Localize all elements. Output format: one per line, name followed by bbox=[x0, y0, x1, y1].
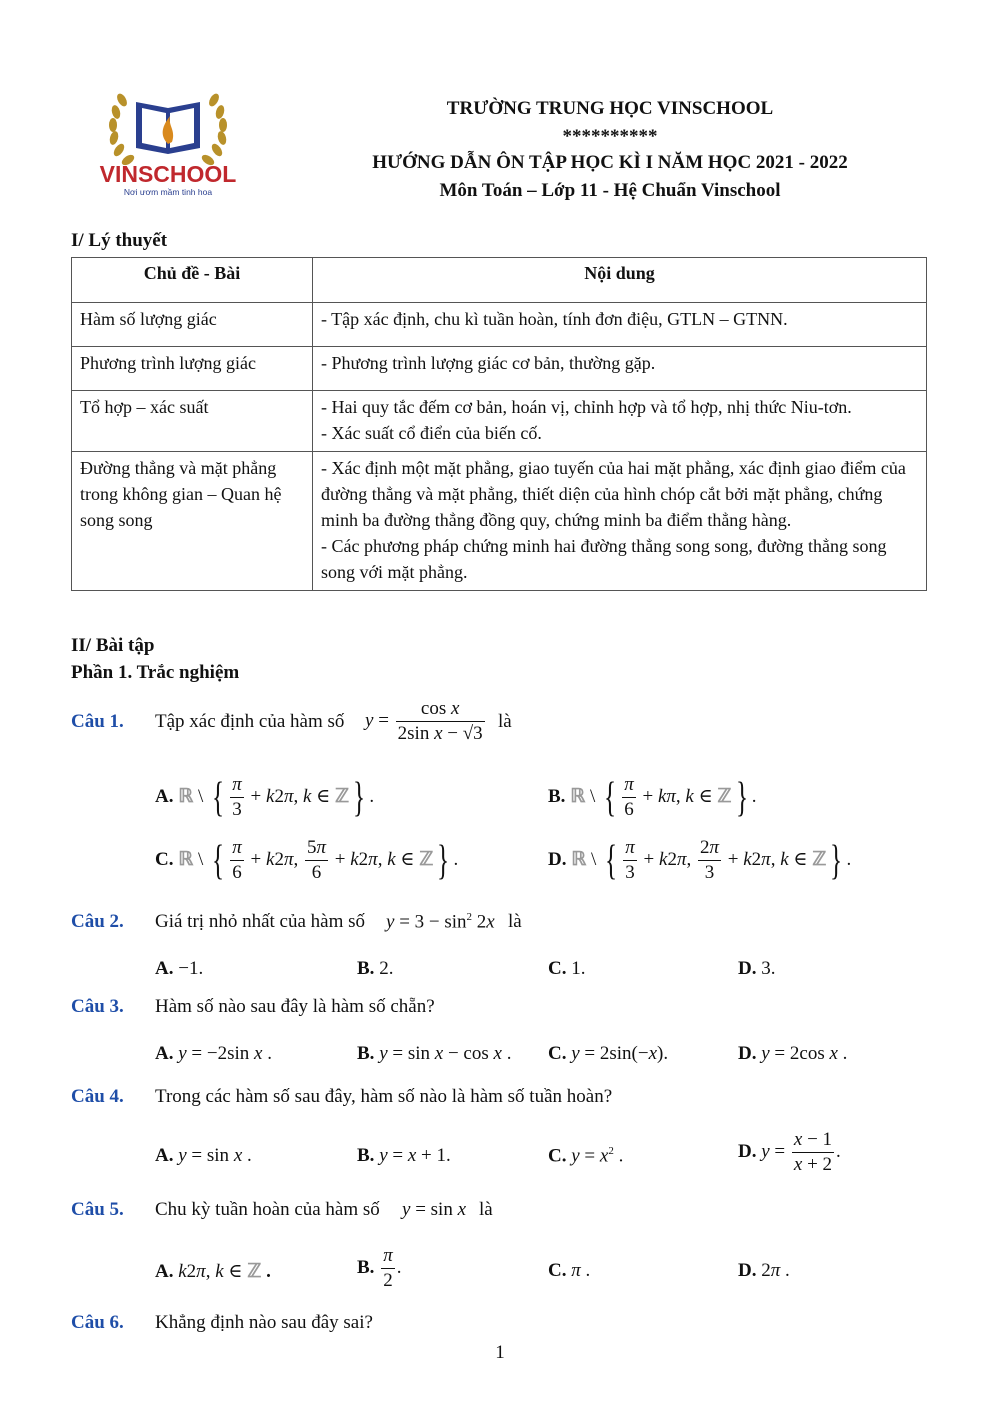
content-line: - Phương trình lượng giác cơ bản, thường gặp. bbox=[321, 353, 656, 373]
svg-text:Nơi ươm mầm tinh hoa: Nơi ươm mầm tinh hoa bbox=[123, 187, 213, 197]
option-a[interactable]: A. −1. bbox=[155, 958, 204, 979]
option-c[interactable]: C. ℝ \ { $\frac{\pi}{6}$ + k2π, $\frac{5\pi}{6}$ + k2π, k ∈ ℤ} . bbox=[155, 837, 459, 884]
option-c[interactable]: C. π . bbox=[548, 1260, 591, 1281]
question-number: Câu 1. bbox=[71, 711, 124, 732]
content-line: - Các phương pháp chứng minh hai đường thẳng song song, đường thẳng song song với mặt phẳng. bbox=[321, 536, 887, 582]
question-number: Câu 2. bbox=[71, 911, 124, 932]
option-c[interactable]: C. 1. bbox=[548, 958, 586, 979]
svg-text:VINSCHOOL: VINSCHOOL bbox=[99, 161, 237, 187]
option-b[interactable]: B. y = x + 1. bbox=[357, 1145, 451, 1166]
option-d[interactable]: D. 2π . bbox=[738, 1260, 790, 1281]
option-d[interactable]: D. y = 2cos x . bbox=[738, 1043, 848, 1064]
question-text: Hàm số nào sau đây là hàm số chẵn? bbox=[155, 996, 435, 1017]
option-a[interactable]: A. ℝ \ { $\frac{\pi}{3}$ + k2π, k ∈ ℤ} . bbox=[155, 774, 375, 821]
col-content-header: Nội dung bbox=[313, 258, 927, 303]
table-row bbox=[72, 391, 927, 452]
question-number: Câu 5. bbox=[71, 1199, 124, 1220]
option-c[interactable]: C. $y = x^2$ . bbox=[548, 1145, 624, 1167]
table-row bbox=[72, 452, 927, 591]
table-row bbox=[72, 303, 927, 347]
option-a[interactable]: A. y = sin x . bbox=[155, 1145, 252, 1166]
table-row bbox=[72, 347, 927, 391]
section-exercises-heading: II/ Bài tập bbox=[71, 635, 155, 656]
question-tail: là bbox=[498, 711, 512, 732]
topic-cell: Hàm số lượng giác bbox=[72, 303, 313, 347]
question-text: Trong các hàm số sau đây, hàm số nào là hàm số tuần hoàn? bbox=[155, 1086, 613, 1107]
content-cell bbox=[313, 452, 927, 591]
question-number: Câu 3. bbox=[71, 996, 124, 1017]
option-b[interactable]: B. ℝ \ { $\frac{\pi}{6}$ + kπ, k ∈ ℤ} . bbox=[548, 774, 757, 821]
question-text: Khẳng định nào sau đây sai? bbox=[155, 1312, 373, 1333]
option-c[interactable]: C. y = 2sin(−x). bbox=[548, 1043, 669, 1064]
theory-table bbox=[71, 257, 927, 591]
col-topic-header: Chủ đề - Bài bbox=[72, 258, 313, 303]
content-line: - Tập xác định, chu kì tuần hoàn, tính đơn điệu, GTLN – GTNN. bbox=[321, 309, 788, 329]
section-theory-heading: I/ Lý thuyết bbox=[71, 230, 168, 251]
content-line: - Xác định một mặt phẳng, giao tuyến của hai mặt phẳng, xác định giao điểm của đường thẳng và mặt phẳng, thiết diện của hình chóp cắt bởi mặt phẳng, chứng minh ba đường thẳng đồng quy, chứng minh ba điểm thẳng hàng. bbox=[321, 458, 906, 530]
option-d[interactable]: D. 3. bbox=[738, 958, 776, 979]
option-d[interactable]: D. y = $\frac{x - 1}{x + 2}$ . bbox=[738, 1129, 841, 1175]
question-text: Giá trị nhỏ nhất của hàm số bbox=[155, 911, 366, 932]
question-tail: là bbox=[479, 1199, 493, 1220]
formula-q5: y = sin x bbox=[402, 1199, 467, 1220]
content-cell bbox=[313, 347, 927, 391]
school-name: TRƯỜNG TRUNG HỌC VINSCHOOL bbox=[446, 98, 774, 119]
topic-cell: Phương trình lượng giác bbox=[72, 347, 313, 391]
vinschool-logo bbox=[92, 82, 244, 200]
question-text: Tập xác định của hàm số bbox=[155, 711, 345, 732]
topic-cell: Đường thẳng và mặt phẳng trong không gian – Quan hệ song song bbox=[72, 452, 313, 591]
table-header-row bbox=[72, 258, 927, 303]
option-b[interactable]: B. $\frac{\pi}{2}$ . bbox=[357, 1245, 402, 1291]
option-d[interactable]: D. ℝ \ { $\frac{\pi}{3}$ + k2π, $\frac{2\pi}{3}$ + k2π, k ∈ ℤ} . bbox=[548, 837, 852, 884]
content-line: - Xác suất cổ điển của biến cố. bbox=[321, 423, 542, 443]
content-cell bbox=[313, 391, 927, 452]
question-tail: là bbox=[508, 911, 522, 932]
header-stars: ********** bbox=[562, 126, 658, 147]
content-cell bbox=[313, 303, 927, 347]
question-number: Câu 6. bbox=[71, 1312, 124, 1333]
document-title: HƯỚNG DẪN ÔN TẬP HỌC KÌ I NĂM HỌC 2021 - 2022 bbox=[372, 152, 848, 173]
formula-q2: $y = 3 - \sin^2 2x$ bbox=[386, 911, 495, 933]
topic-cell: Tổ hợp – xác suất bbox=[72, 391, 313, 452]
question-number: Câu 4. bbox=[71, 1086, 124, 1107]
formula-q1: y = $\frac{\text{cos x}}{\text{2sin x − √3}}$ bbox=[365, 698, 483, 744]
option-b[interactable]: B. y = sin x − cos x . bbox=[357, 1043, 512, 1064]
option-a[interactable]: A. k2π, k ∈ ℤ . bbox=[155, 1261, 271, 1282]
part1-heading: Phần 1. Trắc nghiệm bbox=[71, 662, 240, 683]
option-b[interactable]: B. 2. bbox=[357, 958, 394, 979]
page-number: 1 bbox=[495, 1342, 505, 1363]
option-a[interactable]: A. y = −2sin x . bbox=[155, 1043, 272, 1064]
content-line: - Hai quy tắc đếm cơ bản, hoán vị, chỉnh hợp và tổ hợp, nhị thức Niu-tơn. bbox=[321, 397, 852, 417]
question-text: Chu kỳ tuần hoàn của hàm số bbox=[155, 1199, 380, 1220]
document-subtitle: Môn Toán – Lớp 11 - Hệ Chuẩn Vinschool bbox=[439, 180, 781, 201]
